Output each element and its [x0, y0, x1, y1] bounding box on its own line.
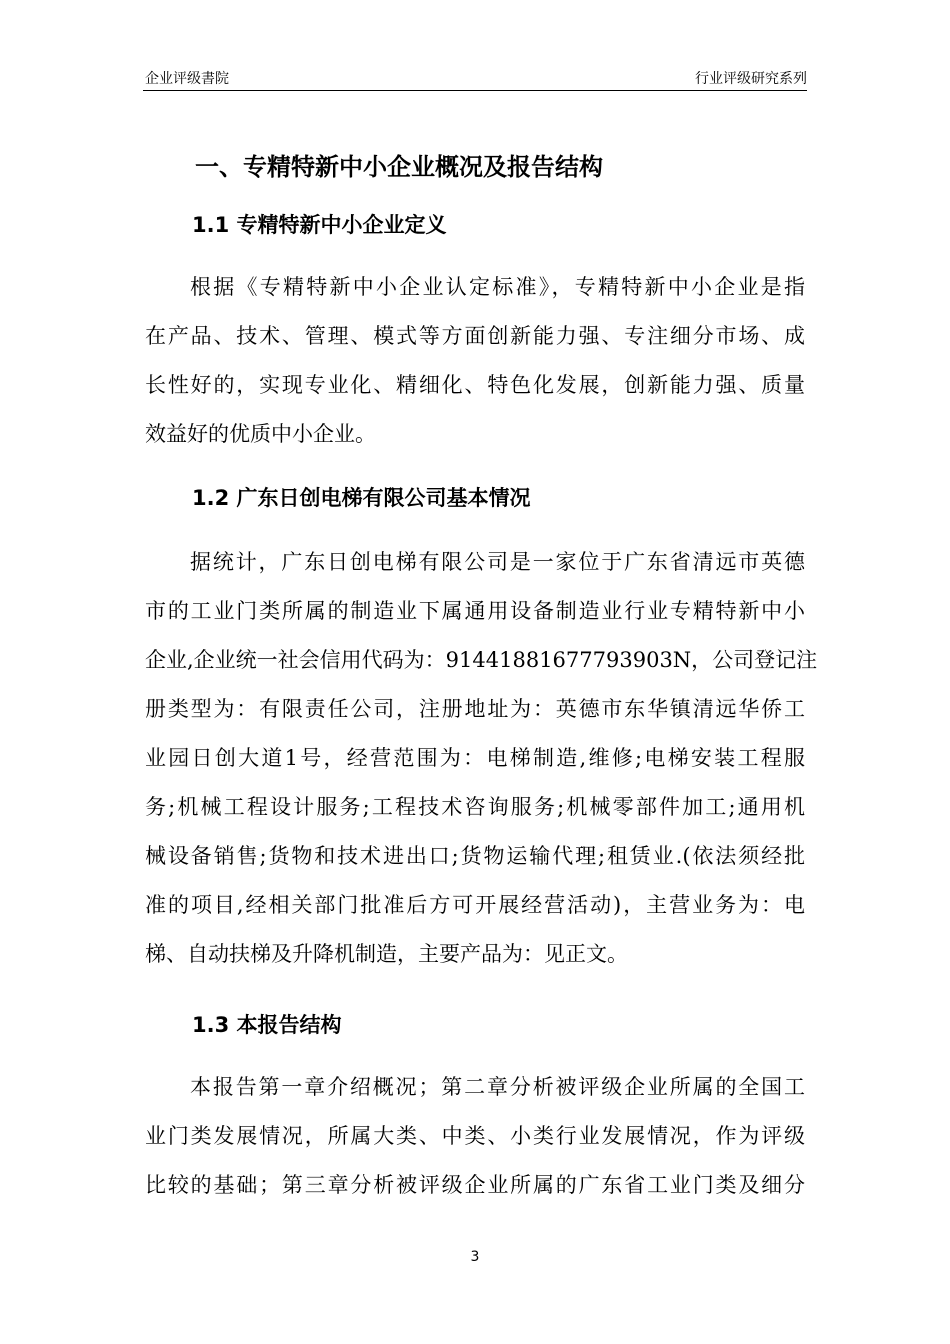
paragraph-line: 效益好的优质中小企业。 [145, 422, 376, 446]
header-rule [143, 90, 807, 91]
paragraph-line: 据统计，广东日创电梯有限公司是一家位于广东省清远市英德 [190, 550, 805, 574]
paragraph-line: 业园日创大道1号，经营范围为：电梯制造,维修;电梯安装工程服 [145, 746, 805, 770]
paragraph-line: 册类型为：有限责任公司，注册地址为：英德市东华镇清远华侨工 [145, 697, 805, 721]
paragraph-line: 在产品、技术、管理、模式等方面创新能力强、专注细分市场、成 [145, 324, 805, 348]
paragraph-line: 长性好的，实现专业化、精细化、特色化发展，创新能力强、质量 [145, 373, 805, 397]
paragraph-line: 准的项目,经相关部门批准后方可开展经营活动)，主营业务为：电 [145, 893, 805, 917]
paragraph-line: 企业,企业统一社会信用代码为：91441881677793903N，公司登记注 [145, 648, 818, 672]
paragraph-line: 务;机械工程设计服务;工程技术咨询服务;机械零部件加工;通用机 [145, 795, 805, 819]
paragraph-line: 市的工业门类所属的制造业下属通用设备制造业行业专精特新中小 [145, 599, 805, 623]
paragraph-line: 械设备销售;货物和技术进出口;货物运输代理;租赁业.(依法须经批 [145, 844, 805, 868]
paragraph-line: 根据《专精特新中小企业认定标准》，专精特新中小企业是指 [190, 275, 805, 299]
paragraph-line: 本报告第一章介绍概况；第二章分析被评级企业所属的全国工 [190, 1075, 805, 1099]
paragraph-line: 业门类发展情况，所属大类、中类、小类行业发展情况，作为评级 [145, 1124, 805, 1148]
section-heading: 1.1 专精特新中小企业定义 [192, 213, 447, 237]
header-right: 行业评级研究系列 [695, 71, 807, 87]
page-number: 3 [470, 1249, 480, 1265]
paragraph-line: 比较的基础；第三章分析被评级企业所属的广东省工业门类及细分 [145, 1173, 805, 1197]
header-left: 企业评级書院 [145, 71, 229, 87]
chapter-title: 一、专精特新中小企业概况及报告结构 [195, 153, 603, 181]
paragraph-line: 梯、自动扶梯及升降机制造，主要产品为：见正文。 [145, 942, 628, 966]
section-heading: 1.3 本报告结构 [192, 1013, 342, 1037]
section-heading: 1.2 广东日创电梯有限公司基本情况 [192, 486, 531, 510]
